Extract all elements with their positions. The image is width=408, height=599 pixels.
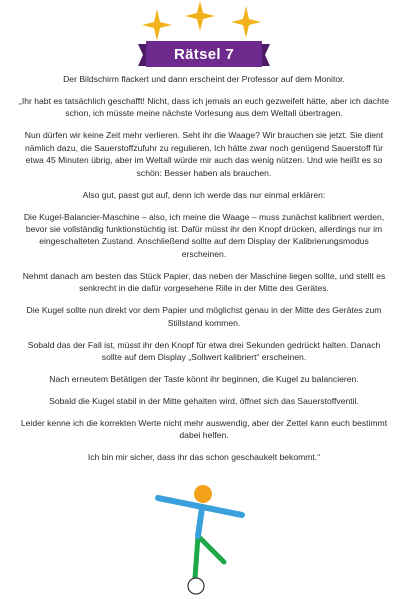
paragraph: „Ihr habt es tatsächlich geschafft! Nicht, dass ich jemals an euch gezweifelt hätte, aber ich dachte schon, ich müsste meine nächste Vorlesung aus dem Weltall übertragen. <box>18 96 390 119</box>
paragraph: Die Kugel-Balancier-Maschine – also, ich meine die Waage – muss zunächst kalibriert werden, bevor sie vollständig funktionstüchtig ist. Dafür müsst ihr den Knopf drücken, allerdings nur im eingeschalteten Zustand. Anschließend sollte auf dem Display der Kalibrierungsmodus erscheinen. <box>23 211 385 259</box>
star-icon <box>185 1 215 31</box>
paragraph: Ich bin mir sicher, dass ihr das schon geschaukelt bekommt.“ <box>87 452 321 463</box>
paragraph: Die Kugel sollte nun direkt vor dem Papier und möglichst genau in der Mitte des Gerätes zum Stillstand kommen. <box>26 305 382 328</box>
star-icon <box>231 6 261 38</box>
star-icon <box>142 9 172 41</box>
paragraph: Sobald die Kugel stabil in der Mitte gehalten wird, öffnet sich das Sauerstoffventil. <box>49 396 359 407</box>
paragraph: Nehmt danach am besten das Stück Papier, das neben der Maschine liegen sollte, und stellt es senkrecht in die dafür vorgesehene Rille in der Mitte des Gerätes. <box>22 270 386 294</box>
paragraph: Also gut, passt gut auf, denn ich werde das nur einmal erklären: <box>82 189 326 200</box>
page-title: Rätsel 7 <box>174 46 234 63</box>
paragraph: Nun dürfen wir keine Zeit mehr verlieren. Seht ihr die Waage? Wir brauchen sie jetzt. Sie dient nämlich dazu, die Sauerstoffzufuhr zu regulieren. Ich hätte zwar noch genügend Sauerstoff für etwa 45 Minuten übrig, aber im Weltall würde mir auch das wenig nützen. Und wie heißt es so schön: Besser haben als brauchen. <box>24 130 384 178</box>
balancing-figure-icon <box>150 478 250 596</box>
story-text <box>18 73 390 473</box>
paragraph: Leider kenne ich die korrekten Werte nicht mehr auswendig, aber der Zettel kann euch bestimmt dabei helfen. <box>20 418 388 441</box>
paragraph: Nach erneutem Betätigen der Taste könnt ihr beginnen, die Kugel zu balancieren. <box>49 374 359 385</box>
paragraph: Der Bildschirm flackert und dann erscheint der Professor auf dem Monitor. <box>63 74 345 84</box>
paragraph: Sobald das der Fall ist, müsst ihr den Knopf für etwa drei Sekunden gedrückt halten. Danach sollte auf dem Display „Sollwert kalibriert“ erscheinen. <box>27 339 381 363</box>
